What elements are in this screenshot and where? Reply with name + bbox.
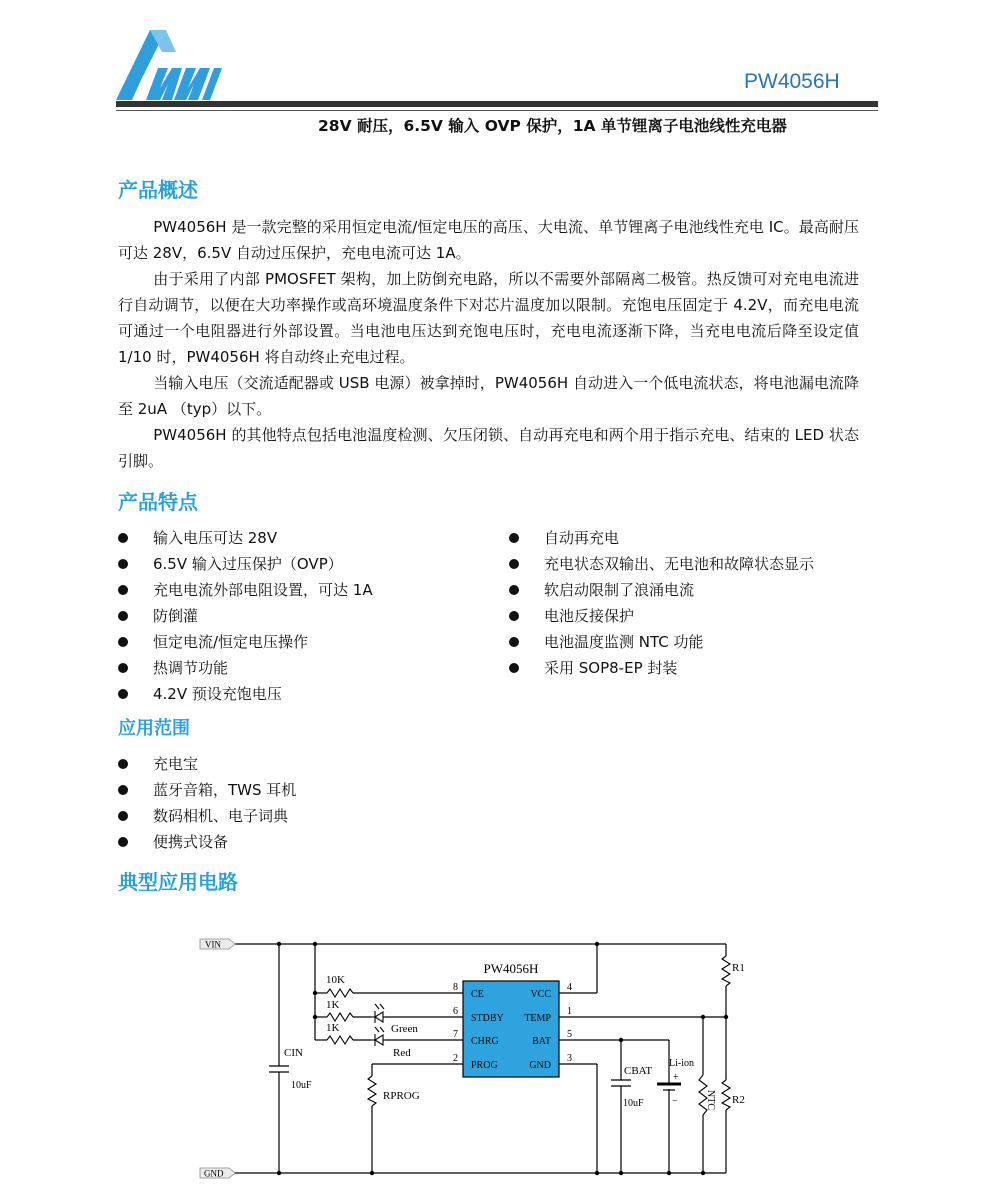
pin-name-vcc: VCC: [530, 989, 551, 1000]
ntc-label: NTC: [705, 1090, 716, 1110]
bullet-icon: [118, 811, 128, 821]
pin-name-chrg: CHRG: [471, 1036, 499, 1047]
header-rule-thin: [116, 110, 878, 111]
section-heading-overview: 产品概述: [118, 178, 198, 202]
resistor-1k-chrg: [327, 1036, 353, 1044]
list-item: 采用 SOP8-EP 封装: [509, 655, 814, 681]
pin-number: 4: [567, 982, 572, 993]
list-item: 数码相机、电子词典: [118, 803, 296, 829]
pin-name-gnd: GND: [529, 1060, 551, 1071]
pin-name-temp: TEMP: [524, 1013, 551, 1024]
list-item: 防倒灌: [118, 603, 373, 629]
part-number: PW4056H: [744, 70, 840, 93]
application-circuit-diagram: [195, 930, 755, 1185]
led-red-label: Red: [393, 1047, 411, 1059]
list-item: 电池温度监测 NTC 功能: [509, 629, 814, 655]
application-list: [118, 751, 296, 855]
bullet-icon: [118, 663, 128, 673]
battery-plus: +: [673, 1072, 679, 1083]
list-item: 软启动限制了浪涌电流: [509, 577, 814, 603]
bullet-icon: [118, 759, 128, 769]
led-chrg-icon: [371, 1027, 385, 1046]
bullet-icon: [118, 533, 128, 543]
battery-label: Li-ion: [669, 1058, 694, 1069]
overview-text: [118, 214, 859, 474]
chip-pw4056h: [453, 961, 572, 1077]
capacitor-cbat-icon: [611, 1080, 631, 1086]
bullet-icon: [118, 837, 128, 847]
bullet-icon: [509, 585, 519, 595]
list-item: 自动再充电: [509, 525, 814, 551]
list-item: 蓝牙音箱，TWS 耳机: [118, 777, 296, 803]
list-item: 便携式设备: [118, 829, 296, 855]
pin-name-prog: PROG: [471, 1060, 498, 1071]
pw-logo-icon: [116, 30, 222, 100]
feature-list-left: [118, 525, 373, 707]
pin-number: 5: [567, 1029, 572, 1040]
resistor-led1-label: 1K: [326, 999, 340, 1011]
section-heading-applications: 应用范围: [118, 718, 190, 739]
cbat-value: 10uF: [623, 1098, 644, 1109]
overview-paragraph: PW4056H 的其他特点包括电池温度检测、欠压闭锁、自动再充电和两个用于指示充电、结束的 LED 状态引脚。: [118, 426, 859, 470]
pin-name-bat: BAT: [532, 1036, 551, 1047]
list-item: 充电宝: [118, 751, 296, 777]
bullet-icon: [118, 637, 128, 647]
section-heading-circuit: 典型应用电路: [118, 870, 238, 894]
pin-name-ce: CE: [471, 989, 484, 1000]
resistor-r2: [722, 1080, 730, 1110]
section-heading-features: 产品特点: [118, 490, 198, 514]
overview-paragraph: PW4056H 是一款完整的采用恒定电流/恒定电压的高压、大电流、单节锂离子电池线性充电 IC。最高耐压可达 28V，6.5V 自动过压保护，充电电流可达 1A。: [118, 218, 859, 262]
bullet-icon: [118, 785, 128, 795]
bullet-icon: [118, 585, 128, 595]
rprog-label: RPROG: [383, 1090, 420, 1102]
pin-number: 7: [453, 1029, 458, 1040]
pin-number: 3: [567, 1053, 572, 1064]
led-green-label: Green: [391, 1023, 418, 1035]
list-item: 输入电压可达 28V: [118, 525, 373, 551]
bullet-icon: [118, 559, 128, 569]
list-item: 热调节功能: [118, 655, 373, 681]
led-stdby-icon: [371, 1004, 385, 1023]
overview-paragraph: 当输入电压（交流适配器或 USB 电源）被拿掉时，PW4056H 自动进入一个低电流状态，将电池漏电流降至 2uA （typ）以下。: [118, 374, 859, 418]
list-item: 6.5V 输入过压保护（OVP）: [118, 551, 373, 577]
vin-tag: [200, 939, 235, 950]
bullet-icon: [509, 533, 519, 543]
list-item: 充电状态双输出、无电池和故障状态显示: [509, 551, 814, 577]
bullet-icon: [509, 637, 519, 647]
chip-name: PW4056H: [483, 961, 539, 976]
pin-number: 2: [453, 1053, 458, 1064]
list-item: 电池反接保护: [509, 603, 814, 629]
bullet-icon: [509, 559, 519, 569]
overview-paragraph: 由于采用了内部 PMOSFET 架构，加上防倒充电路，所以不需要外部隔离二极管。热反馈可对充电电流进行自动调节，以便在大功率操作或高环境温度条件下对芯片温度加以限制。充饱电压固定于 4.2V，而充电电流可通过一个电阻器进行外部设置。当电池电压达到充饱电压时，充电电流逐渐下降，当充电电流后降至设定值 1/10 时，PW4056H 将自动终止充电过程。: [118, 270, 859, 366]
list-item: 充电电流外部电阻设置，可达 1A: [118, 577, 373, 603]
resistor-rprog: [368, 1076, 376, 1106]
gnd-tag: [200, 1168, 235, 1179]
resistors-horizontal: [327, 989, 353, 1044]
bullet-icon: [118, 611, 128, 621]
r1-label: R1: [732, 962, 745, 974]
document-subtitle: 28V 耐压，6.5V 输入 OVP 保护，1A 单节锂离子电池线性充电器: [318, 117, 787, 135]
r2-label: R2: [732, 1094, 745, 1106]
battery-minus: −: [672, 1096, 678, 1107]
cin-label: CIN: [284, 1047, 303, 1059]
svg-text:VIN: VIN: [205, 939, 221, 950]
pin-name-stdby: STDBY: [471, 1013, 504, 1024]
pin-number: 6: [453, 1006, 458, 1017]
resistor-led2-label: 1K: [326, 1022, 340, 1034]
bullet-icon: [118, 689, 128, 699]
bullet-icon: [509, 611, 519, 621]
list-item: 恒定电流/恒定电压操作: [118, 629, 373, 655]
resistor-ce-label: 10K: [326, 974, 345, 986]
cbat-label: CBAT: [624, 1065, 653, 1077]
pin-number: 1: [567, 1006, 572, 1017]
capacitor-cin-icon: [269, 1066, 289, 1072]
svg-text:GND: GND: [204, 1168, 224, 1179]
bullet-icon: [509, 663, 519, 673]
resistor-1k-stdby: [327, 1013, 353, 1021]
header-rule: [116, 101, 878, 107]
list-item: 4.2V 预设充饱电压: [118, 681, 373, 707]
resistor-r1: [722, 956, 730, 986]
resistor-10k: [327, 989, 353, 997]
pin-number: 8: [453, 982, 458, 993]
cin-value: 10uF: [291, 1080, 312, 1091]
feature-list-right: [509, 525, 814, 681]
